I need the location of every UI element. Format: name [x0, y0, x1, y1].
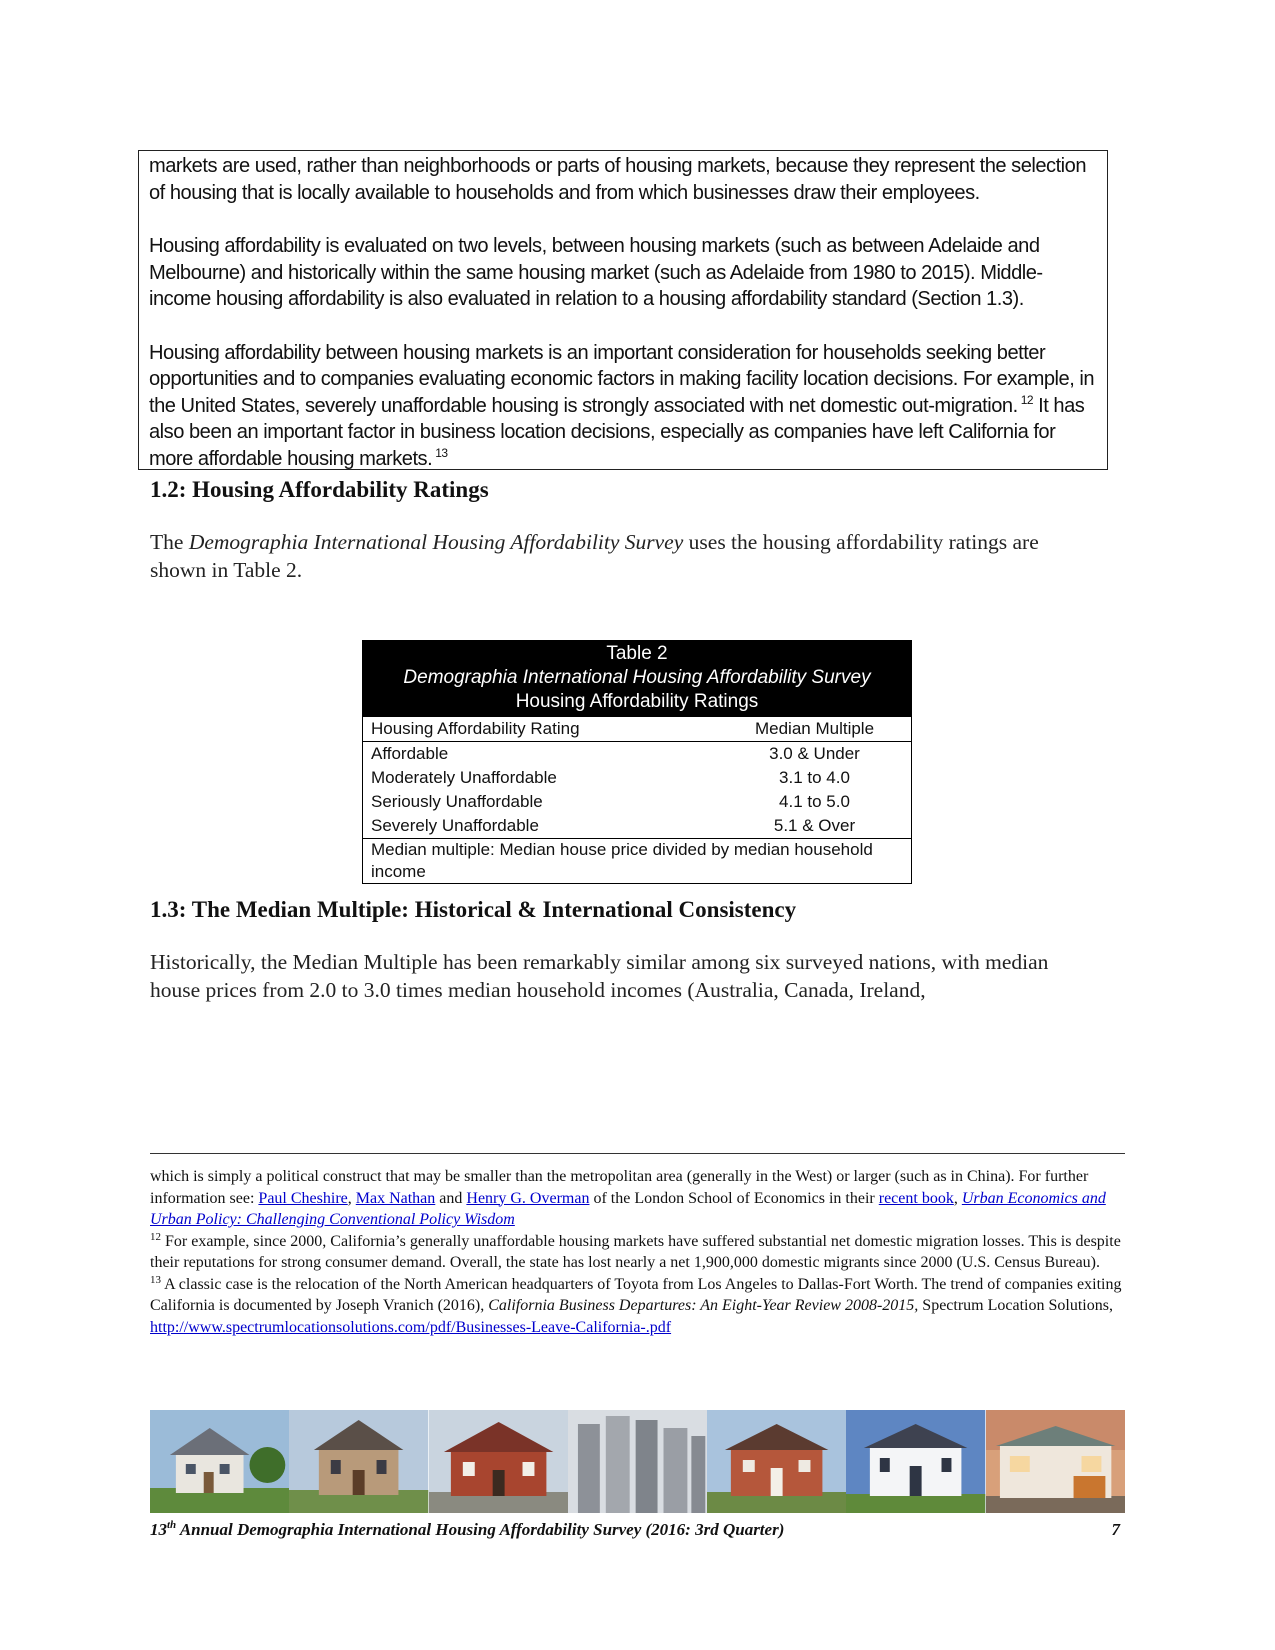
footnote-13 [150, 1274, 1125, 1339]
link-spectrum-pdf[interactable]: http://www.spectrumlocationsolutions.com/pdf/Businesses-Leave-California-.pdf [150, 1318, 672, 1336]
footnote-ref-13[interactable]: 13 [435, 445, 448, 460]
footnote-12 [150, 1231, 1125, 1274]
footnote-12-text: For example, since 2000, California’s generally unaffordable housing markets have suffered substantial net domestic migration losses. This is despite their reputations for strong consumer demand. Overall, the state has lost nearly a net 1,900,000 domestic migrants since 2000 (U.S. Census Bureau). [150, 1232, 1121, 1271]
table-2 [362, 640, 912, 884]
footnote-cont-text-2: of the London School of Economics in their [593, 1189, 875, 1207]
house-photo-6 [846, 1410, 985, 1513]
table-2-header [362, 640, 912, 717]
column-header-rating: Housing Affordability Rating [371, 719, 580, 738]
footnote-cont-text-1: which is simply a political construct that may be smaller than the metropolitan area (generally in the West) or larger (such as in China). For further information see: [150, 1168, 1089, 1207]
link-henry-overman[interactable]: Henry G. Overman [466, 1189, 590, 1207]
footer-title: Annual Demographia International Housing Affordability Survey (2016: 3rd Quarter) [179, 1520, 785, 1539]
footnote-and: and [439, 1189, 463, 1207]
column-header-multiple: Median Multiple [754, 719, 875, 738]
box-paragraph-3b-text: It has also been an important factor in business location decisions, especially as companies have left California for more affordable housing markets. [149, 394, 1085, 470]
page-number: 7 [1111, 1520, 1120, 1539]
house-photo-5 [707, 1410, 846, 1513]
rating-cell: Severely Unaffordable [371, 816, 539, 835]
house-photo-3 [429, 1410, 568, 1513]
table-row [363, 790, 911, 814]
section-1-2-text-pre: The [150, 530, 184, 554]
box-paragraph-2: Housing affordability is evaluated on two levels, between housing markets (such as between Adelaide and Melbourne) and historically within the same housing market (such as Adelaide from 1980 to 2015). Middle-income housing affordability is also evaluated in relation to a housing affordability standard (Section 1.3). [149, 235, 1043, 310]
multiple-cell: 4.1 to 5.0 [779, 792, 850, 811]
multiple-cell: 3.1 to 4.0 [779, 768, 850, 787]
table-2-subtitle: Demographia International Housing Affordability Survey [403, 667, 871, 688]
section-1-2-text-post: uses the housing affordability ratings are shown in Table 2. [150, 530, 1039, 582]
section-1-2-paragraph [150, 528, 1090, 584]
box-paragraph-1: markets are used, rather than neighborhoods or parts of housing markets, because they represent the selection of housing that is locally available to households and from which businesses draw their employees. [149, 155, 1087, 204]
multiple-cell: 3.0 & Under [769, 744, 860, 763]
house-photo-7 [986, 1410, 1125, 1513]
link-max-nathan[interactable]: Max Nathan [355, 1189, 436, 1207]
link-book-title[interactable]: Urban Economics and Urban Policy: Challenging Conventional Policy Wisdom [150, 1189, 1106, 1228]
section-1-3-paragraph: Historically, the Median Multiple has been remarkably similar among six surveyed nations, with median house prices from 2.0 to 3.0 times median household incomes (Australia, Canada, Ireland, [150, 950, 1049, 1002]
table-column-headers [363, 717, 911, 742]
house-photo-2 [289, 1410, 428, 1513]
rating-cell: Moderately Unaffordable [371, 768, 557, 787]
footnote-continuation: which is simply a political construct that may be smaller than the metropolitan area (generally in the West) or larger (such as in China). For further information see: Paul Cheshire, Max Nathan and Henry G. Overman of the London School of Economics in their recent book, Urban Economics and Urban Policy: Challenging Conventional Policy Wisdom [150, 1168, 1106, 1228]
footnote-13-text: A classic case is the relocation of the North American headquarters of Toyota from Los Angeles to Dallas-Fort Worth. The trend of companies exiting California is documented by Joseph Vranich (2016), [150, 1275, 1122, 1314]
table-note: Median multiple: Median house price divided by median household income [371, 840, 873, 881]
rating-cell: Seriously Unaffordable [371, 792, 543, 811]
footnote-13-publisher: Spectrum Location Solutions, [922, 1297, 1113, 1314]
footnote-12-number: 12 [150, 1230, 161, 1243]
table-2-caption: Housing Affordability Ratings [515, 691, 759, 712]
survey-title-italic: Demographia International Housing Affordability Survey [188, 530, 684, 554]
rating-cell: Affordable [371, 744, 449, 763]
footnote-separator [150, 1153, 1125, 1154]
house-photo-strip [150, 1410, 1125, 1513]
table-data-rows [363, 742, 911, 839]
footnotes [150, 1166, 1125, 1338]
house-photo-1 [150, 1410, 289, 1513]
box-paragraph-3 [149, 340, 1099, 473]
footnote-ref-12[interactable]: 12 [1020, 392, 1034, 407]
table-row [363, 814, 911, 838]
section-heading-1-2: 1.2: Housing Affordability Ratings [150, 477, 489, 502]
table-row [363, 742, 911, 766]
section-heading-1-3: 1.3: The Median Multiple: Historical & International Consistency [150, 897, 797, 922]
footer-edition-number: 13 [150, 1520, 167, 1539]
link-paul-cheshire[interactable]: Paul Cheshire [258, 1189, 348, 1207]
footnote-13-report-title: California Business Departures: An Eight-Year Review 2008-2015, [488, 1297, 919, 1314]
table-2-body [362, 717, 912, 884]
box-paragraph-3-text: Housing affordability between housing markets is an important consideration for households seeking better opportunities and to companies evaluating economic factors in making facility location decisions. For example, in the United States, severely unaffordable housing is strongly associated with net domestic out-migration. [149, 341, 1095, 417]
footnote-13-number: 13 [150, 1273, 161, 1286]
table-row [363, 766, 911, 790]
multiple-cell: 5.1 & Over [773, 816, 856, 835]
footer-edition-suffix: th [167, 1519, 177, 1531]
link-recent-book[interactable]: recent book [878, 1189, 954, 1207]
page-footer [150, 1520, 1120, 1540]
table-2-title: Table 2 [606, 643, 668, 664]
continued-text-box [138, 150, 1108, 470]
towers-photo-4 [568, 1410, 707, 1513]
